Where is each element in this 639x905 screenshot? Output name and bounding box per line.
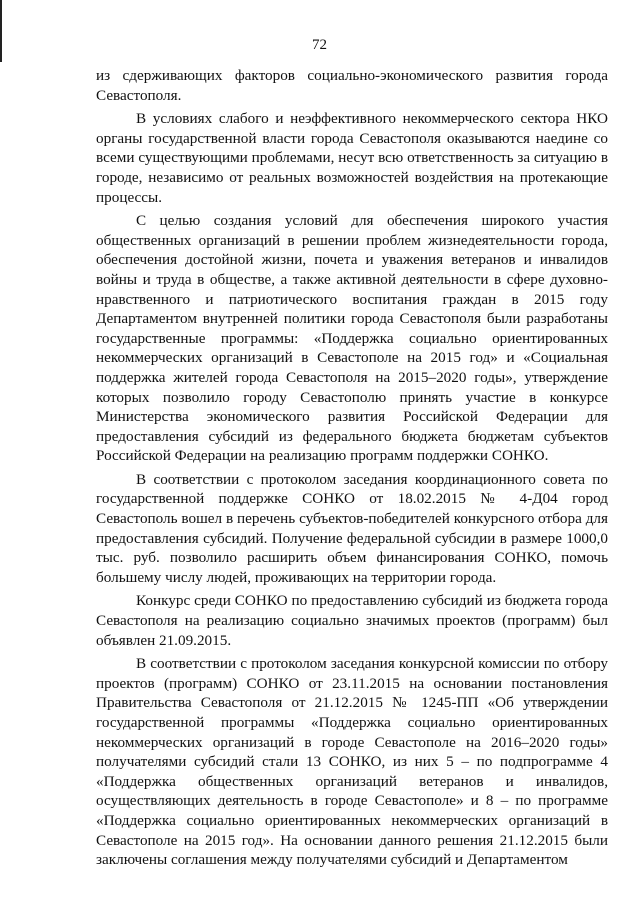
paragraph-state-programs: С целью создания условий для обеспечения широкого участия общественных организаций в решении проблем жизнедеятельности города, обеспечения достойной жизни, почета и уважения ветеранов и инвалидов войны и труда в обществе, а также активной деятельности в сфере духовно-нравственного и патриотического воспитания граждан в 2015 году Департаментом внутренней политики города Севастополя были разработаны государственные программы: «Поддержка социально ориентированных некоммерческих организаций в Севастополе на 2015 год» и «Социальная поддержка жителей города Севастополя на 2015–2020 годы», утверждение которых позволило городу Севастополю принять участие в конкурсе Министерства экономического развития Российской Федерации для предоставления субсидий из федерального бюджета бюджетам субъектов Российской Федерации на реализацию программ поддержки СОНКО.: [96, 212, 608, 465]
page-number: 72: [312, 37, 327, 53]
paragraph-weak-nko: В условиях слабого и неэффективного некоммерческого сектора НКО органы государственной власти города Севастополя оказываются наедине со всеми существующими проблемами, несут всю ответственность за ситуацию в городе, независимо от реальных возможностей воздействия на протекающие процессы.: [96, 110, 608, 206]
paragraph-continuation: из сдерживающих факторов социально-экономического развития города Севастополя.: [96, 67, 608, 104]
paragraph-contest-announcement: Конкурс среди СОНКО по предоставлению субсидий из бюджета города Севастополя на реализацию социально значимых проектов (программ) был объявлен 21.09.2015.: [96, 592, 608, 649]
paragraph-coordination-council: В соответствии с протоколом заседания координационного совета по государственной поддержке СОНКО от 18.02.2015 № 4-Д04 город Севастополь вошел в перечень субъектов-победителей конкурсного отбора для предоставления субсидий. Получение федеральной субсидии в размере 1000,0 тыс. руб. позволило расширить объем финансирования СОНКО, помочь большему числу людей, проживающих на территории города.: [96, 470, 608, 586]
paragraph-contest-results: В соответствии с протоколом заседания конкурсной комиссии по отбору проектов (программ) СОНКО от 23.11.2015 на основании постановления Правительства Севастополя от 21.12.2015 № 1245-ПП «Об утверждении государственной программы «Поддержка социально ориентированных некоммерческих организаций в городе Севастополе на 2016–2020 годы» получателями субсидий стали 13 СОНКО, из них 5 – по подпрограмме 4 «Поддержка общественных организаций ветеранов и инвалидов, осуществляющих деятельность в городе Севастополе» и 8 – по программе «Поддержка социально ориентированных некоммерческих организаций в Севастополе на 2015 год». На основании данного решения 21.12.2015 были заключены соглашения между получателями субсидий и Департаментом: [96, 655, 608, 869]
document-body: [96, 66, 608, 874]
